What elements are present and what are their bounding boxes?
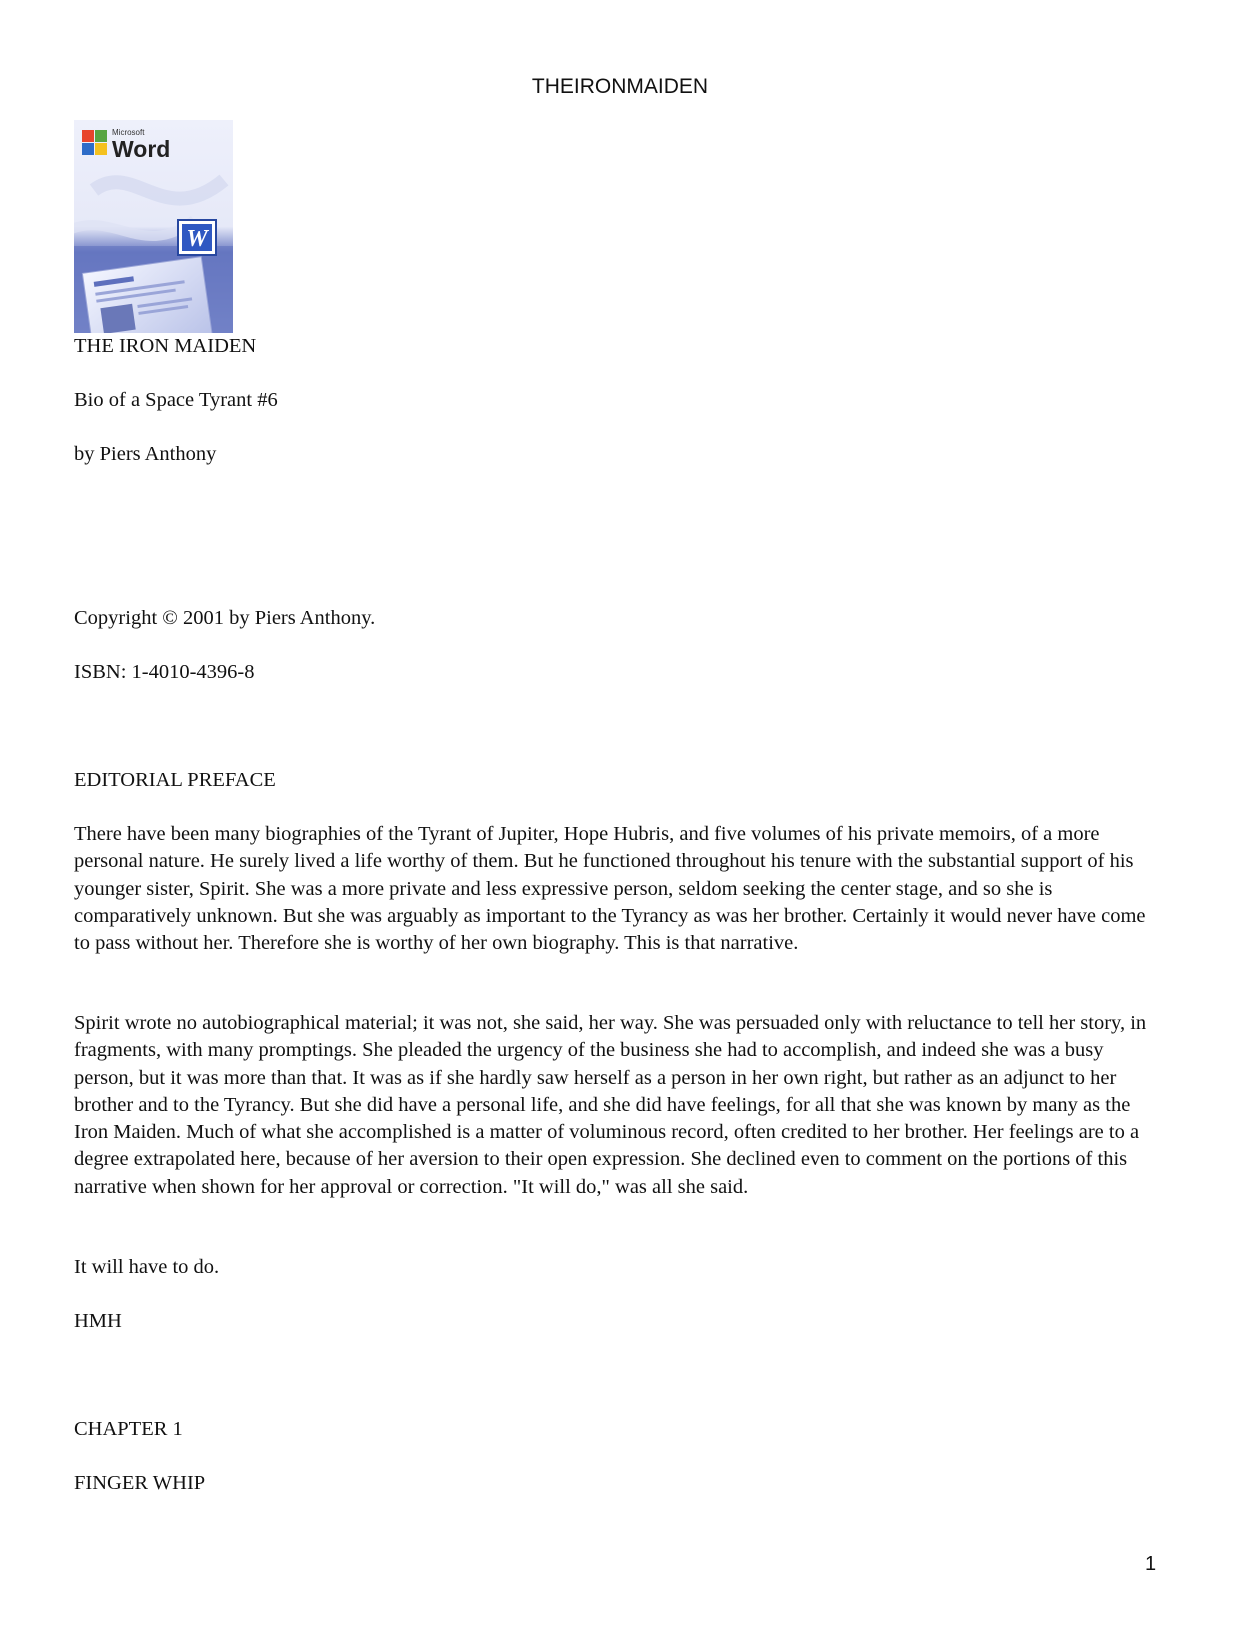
- page-number: 1: [1145, 1553, 1157, 1575]
- book-author: by Piers Anthony: [74, 443, 217, 465]
- brand-small-text: Microsoft: [112, 128, 145, 137]
- word-w-icon: [178, 220, 216, 255]
- isbn: ISBN: 1-4010-4396-8: [74, 661, 255, 683]
- cover-image: [74, 120, 233, 333]
- book-title: THE IRON MAIDEN: [74, 335, 257, 357]
- book-subtitle: Bio of a Space Tyrant #6: [74, 389, 278, 411]
- preface-signature: HMH: [74, 1310, 122, 1332]
- preface-heading: EDITORIAL PREFACE: [74, 769, 276, 791]
- preface-paragraph: There have been many biographies of the Tyrant of Jupiter, Hope Hubris, and five volumes of his private memoirs, of a more personal nature. He surely lived a life worthy of them. But he functioned throughout his tenure with the substantial support of his younger sister, Spirit. She was a more private and less expressive person, seldom seeking the center stage, and so she is comparatively unknown. But she was arguably as important to the Tyrancy as was her brother. Certainly it would never have come to pass without her. Therefore she is worthy of her own biography. This is that narrative.: [74, 823, 1146, 955]
- copyright-notice: Copyright © 2001 by Piers Anthony.: [74, 607, 376, 629]
- chapter-number: CHAPTER 1: [74, 1418, 183, 1440]
- preface-paragraph: Spirit wrote no autobiographical material; it was not, she said, her way. She was persuaded only with reluctance to tell her story, in fragments, with many promptings. She pleaded the urgency of the business she had to accomplish, and indeed she was a busy person, but it was more than that. It was as if she hardly saw herself as a person in her own right, but rather as an adjunct to her brother and to the Tyrancy. But she did have a personal life, and she did have feelings, for all that she was known by many as the Iron Maiden. Much of what she accomplished is a matter of voluminous record, often credited to her brother. Her feelings are to a degree extrapolated here, because of her aversion to their open expression. She declined even to comment on the portions of this narrative when shown for her approval or correction. "It will do," was all she said.: [74, 1012, 1147, 1198]
- chapter-title: FINGER WHIP: [74, 1472, 206, 1494]
- running-header: THEIRONMAIDEN: [531, 75, 709, 98]
- svg-text:W: W: [186, 226, 208, 252]
- preface-paragraph: It will have to do.: [74, 1256, 220, 1278]
- brand-text: Word: [112, 136, 171, 162]
